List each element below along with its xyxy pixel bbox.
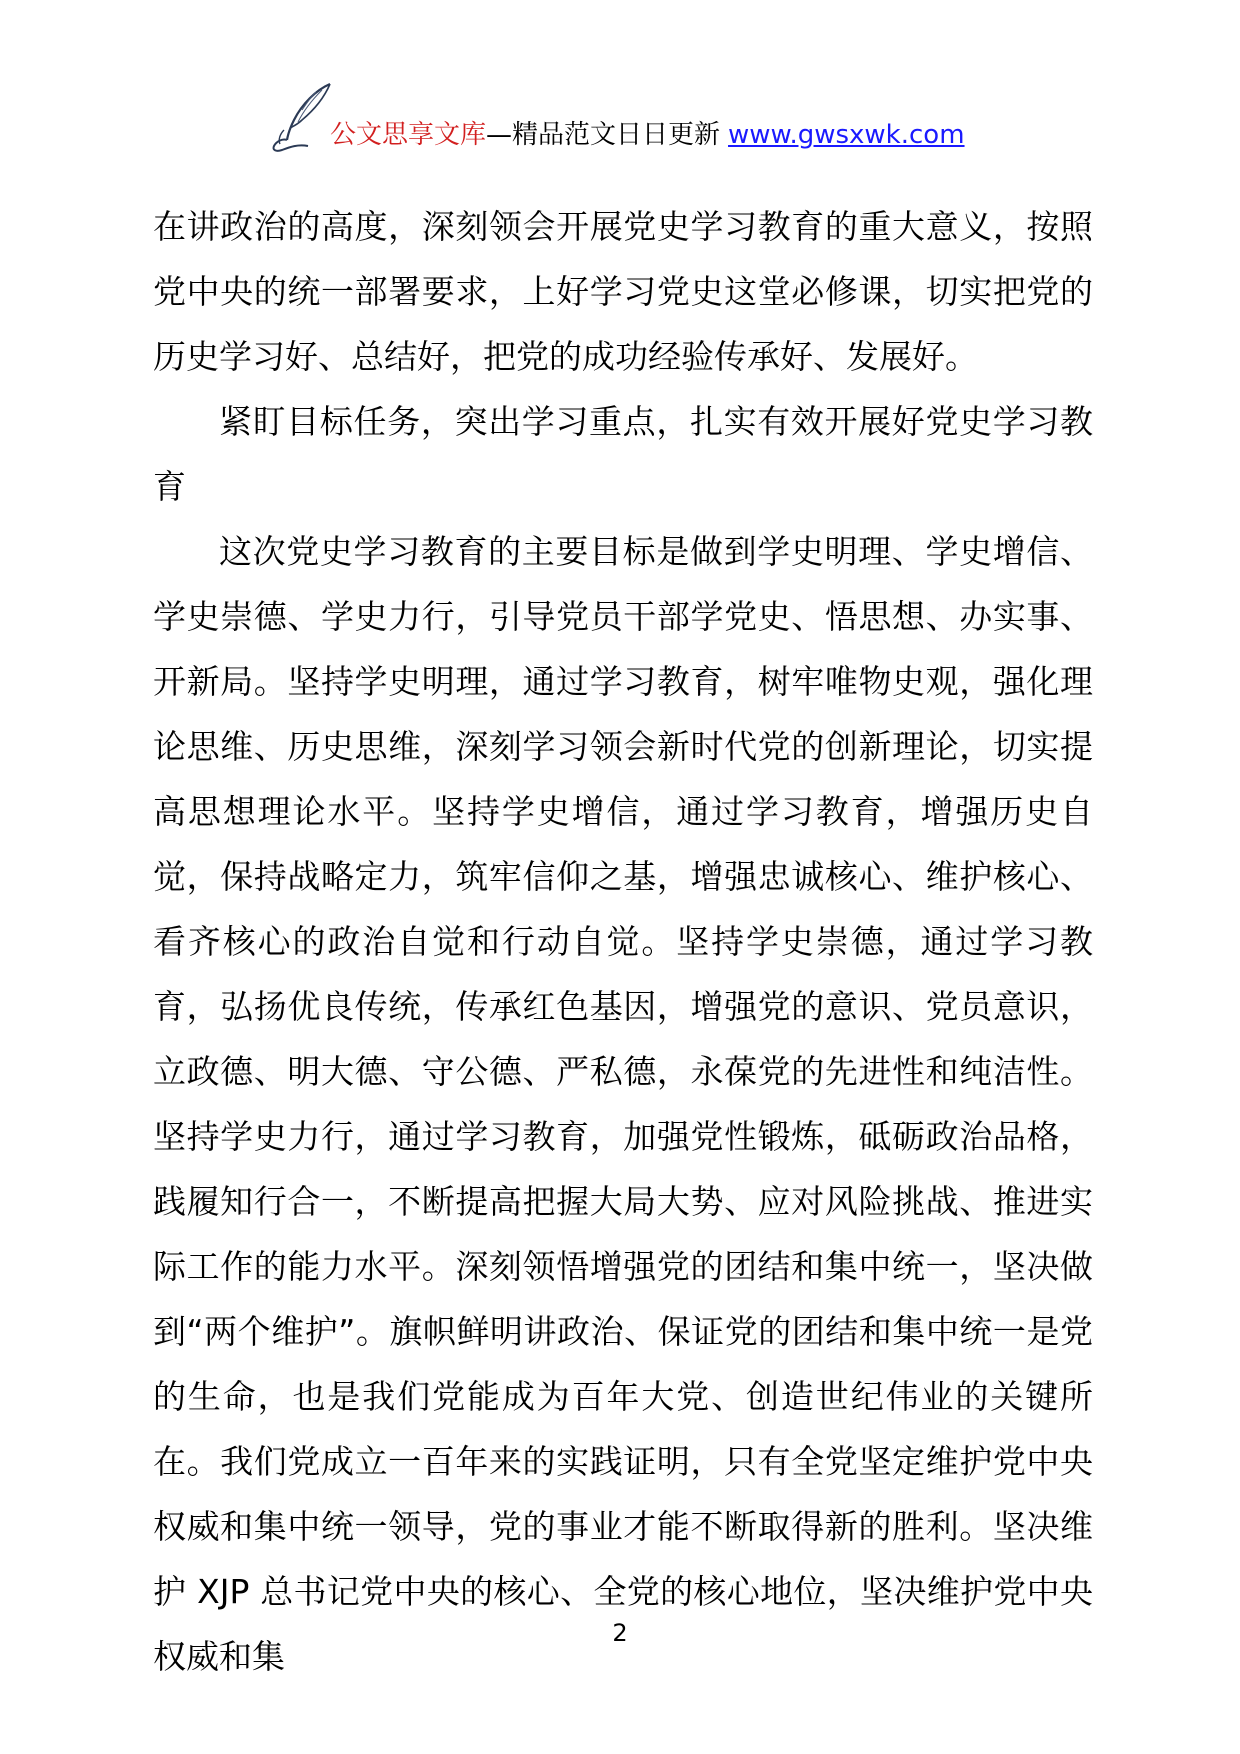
paragraph-main-goals: 这次党史学习教育的主要目标是做到学史明理、学史增信、学史崇德、学史力行，引导党员干部学党史、悟思想、办实事、开新局。坚持学史明理，通过学习教育，树牢唯物史观，强化理论思维、历史思维，深刻学习领会新时代党的创新理论，切实提高思想理论水平。坚持学史增信，通过学习教育，增强历史自觉，保持战略定力，筑牢信仰之基，增强忠诚核心、维护核心、看齐核心的政治自觉和行动自觉。坚持学史崇德，通过学习教育，弘扬优良传统，传承红色基因，增强党的意识、党员意识，立政德、明大德、守公德、严私德，永葆党的先进性和纯洁性。坚持学史力行，通过学习教育，加强党性锻炼，砥砺政治品格，践履知行合一，不断提高把握大局大势、应对风险挑战、推进实际工作的能力水平。深刻领悟增强党的团结和集中统一，坚决做到“两个维护”。旗帜鲜明讲政治、保证党的团结和集中统一是党的生命，也是我们党能成为百年大党、创造世纪伟业的关键所在。我们党成立一百年来的实践证明，只有全党坚定维护党中央权威和集中统一领导，党的事业才能不断取得新的胜利。坚决维护 XJP 总书记党中央的核心、全党的核心地位，坚决维护党中央权威和集 bbox=[153, 532, 1093, 1676]
page-header bbox=[0, 80, 1240, 160]
section-heading: 紧盯目标任务，突出学习重点，扎实有效开展好党史学习教育 bbox=[153, 402, 1093, 506]
site-url-link[interactable]: www.gwsxwk.com bbox=[728, 120, 965, 150]
page-number: 2 bbox=[612, 1619, 628, 1647]
header-line bbox=[330, 118, 965, 152]
paragraph-intro-continuation: 在讲政治的高度，深刻领会开展党史学习教育的重大意义，按照党中央的统一部署要求，上好学习党史这堂必修课，切实把党的历史学习好、总结好，把党的成功经验传承好、发展好。 bbox=[153, 207, 1093, 376]
quill-pen-icon bbox=[268, 80, 336, 156]
site-name: 公文思享文库 bbox=[330, 120, 487, 150]
document-body bbox=[153, 194, 1093, 1689]
site-slogan: —精品范文日日更新 bbox=[486, 120, 721, 150]
